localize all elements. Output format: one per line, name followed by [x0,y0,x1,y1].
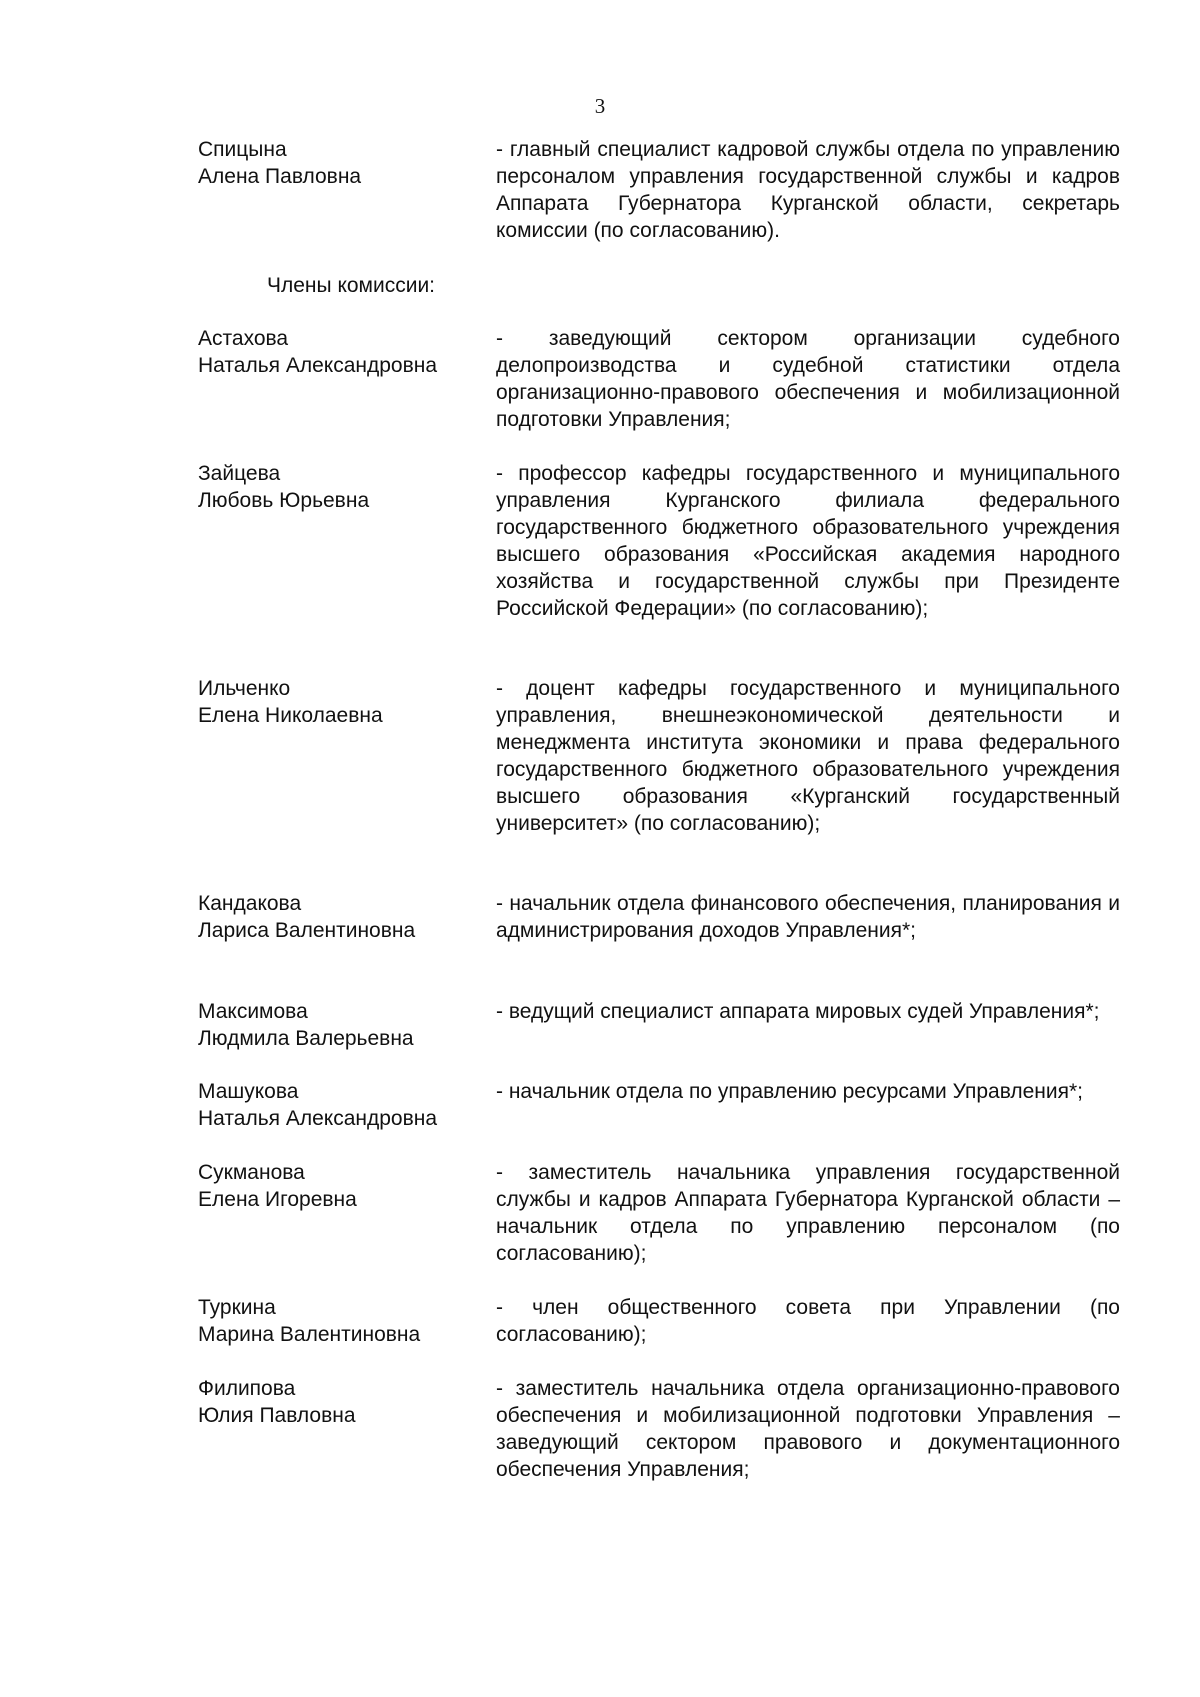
member-surname: Кандакова [198,892,302,915]
member-surname: Астахова [198,327,289,350]
member-entry [198,325,1120,433]
member-role: - ведущий специалист аппарата мировых судей Управления*; [496,1000,1100,1023]
member-name [198,1159,496,1267]
secretary-surname: Спицына [198,138,287,161]
member-surname: Сукманова [198,1161,305,1184]
member-given-names: Людмила Валерьевна [198,1027,414,1050]
member-surname: Туркина [198,1296,276,1319]
member-name [198,1375,496,1483]
member-role: - профессор кафедры государственного и муниципального управления Курганского филиала федерального государственного бюджетного образовательного учреждения высшего образования «Российская академия народного хозяйства и государственной службы при Президенте Российской Федерации» (по согласованию); [496,462,1120,620]
members-heading: Члены комиссии: [267,274,436,297]
member-surname: Максимова [198,1000,308,1023]
member-given-names: Любовь Юрьевна [198,489,370,512]
page-number: 3 [594,94,606,118]
member-role: - заведующий сектором организации судебного делопроизводства и судебной статистики отдела организационно-правового обеспечения и мобилизационной подготовки Управления; [496,327,1120,431]
member-surname: Машукова [198,1080,299,1103]
member-surname: Зайцева [198,462,281,485]
member-name [198,1078,496,1132]
member-given-names: Лариса Валентиновна [198,919,416,942]
member-name [198,460,496,622]
member-role: - заместитель начальника управления государственной службы и кадров Аппарата Губернатора Курганской области – начальник отдела по управлению персоналом (по согласованию); [496,1161,1120,1265]
member-entry [198,1159,1120,1267]
member-name [198,890,496,944]
secretary-role: - главный специалист кадровой службы отдела по управлению персоналом управления государственной службы и кадров Аппарата Губернатора Курганской области, секретарь комиссии (по согласованию). [496,138,1120,242]
member-entry [198,1294,1120,1348]
member-entry [198,890,1120,944]
member-given-names: Елена Николаевна [198,704,383,727]
member-name [198,1294,496,1348]
member-entry [198,1375,1120,1483]
member-name [198,325,496,433]
member-role: - член общественного совета при Управлении (по согласованию); [496,1296,1120,1346]
secretary-name [198,136,496,244]
member-given-names: Наталья Александровна [198,354,438,377]
member-surname: Филипова [198,1377,296,1400]
member-role: - заместитель начальника отдела организационно-правового обеспечения и мобилизационной подготовки Управления – заведующий сектором правового и документационного обеспечения Управления; [496,1377,1120,1481]
member-role: - начальник отдела по управлению ресурсами Управления*; [496,1080,1084,1103]
secretary-given-names: Алена Павловна [198,165,362,188]
member-given-names: Марина Валентиновна [198,1323,421,1346]
member-given-names: Елена Игоревна [198,1188,357,1211]
member-surname: Ильченко [198,677,291,700]
member-name [198,998,496,1052]
member-role: - доцент кафедры государственного и муниципального управления, внешнеэкономической деятельности и менеджмента института экономики и права федерального государственного бюджетного образовательного учреждения высшего образования «Курганский государственный университет» (по согласованию); [496,677,1120,835]
member-name [198,675,496,837]
member-given-names: Наталья Александровна [198,1107,438,1130]
secretary-entry [198,136,1120,244]
member-entry [198,675,1120,837]
member-role: - начальник отдела финансового обеспечения, планирования и администрирования доходов Управления*; [496,892,1120,942]
member-given-names: Юлия Павловна [198,1404,356,1427]
member-entry [198,460,1120,622]
member-entry [198,1078,1120,1132]
member-entry [198,998,1120,1052]
